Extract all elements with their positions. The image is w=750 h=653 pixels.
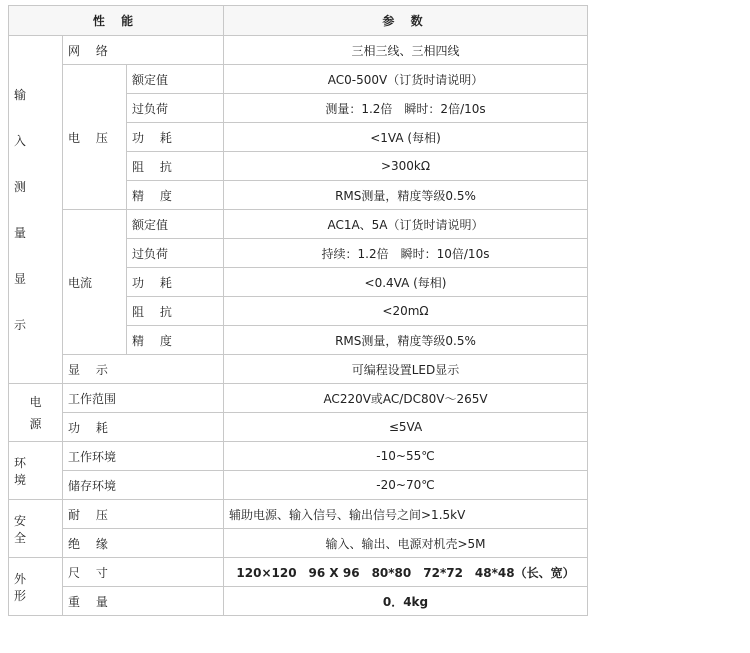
current-label: 电流 xyxy=(63,210,127,355)
network-value: 三相三线、三相四线 xyxy=(224,36,588,65)
row-label: 储存环境 xyxy=(63,471,224,500)
row-label: 功 耗 xyxy=(127,268,224,297)
row-label: 过负荷 xyxy=(127,239,224,268)
row-value: <20mΩ xyxy=(224,297,588,326)
row-value: 0．4kg xyxy=(224,587,588,616)
table-row xyxy=(9,384,588,413)
power-label: 电 源 xyxy=(9,384,63,442)
table-row xyxy=(9,587,588,616)
row-label: 过负荷 xyxy=(127,94,224,123)
row-value: 持续：1.2倍 瞬时：10倍/10s xyxy=(224,239,588,268)
row-label: 工作环境 xyxy=(63,442,224,471)
row-label: 尺 寸 xyxy=(63,558,224,587)
row-value: RMS测量，精度等级0.5% xyxy=(224,326,588,355)
row-label: 功 耗 xyxy=(63,413,224,442)
safety-label: 安 全 xyxy=(9,500,63,558)
row-value: <1VA (每相) xyxy=(224,123,588,152)
table-row xyxy=(9,529,588,558)
environment-label: 环 境 xyxy=(9,442,63,500)
row-label: 绝 缘 xyxy=(63,529,224,558)
row-label: 功 耗 xyxy=(127,123,224,152)
row-label: 精 度 xyxy=(127,326,224,355)
table-row xyxy=(9,413,588,442)
table-header-row xyxy=(9,6,588,36)
row-label: 重 量 xyxy=(63,587,224,616)
display-label: 显 示 xyxy=(63,355,224,384)
param-header: 参 数 xyxy=(224,6,588,36)
spec-table xyxy=(8,5,588,616)
row-value: 输入、输出、电源对机壳>5M xyxy=(224,529,588,558)
row-value: RMS测量，精度等级0.5% xyxy=(224,181,588,210)
row-value: <0.4VA (每相) xyxy=(224,268,588,297)
table-row xyxy=(9,471,588,500)
row-value: -20~70℃ xyxy=(224,471,588,500)
row-label: 阻 抗 xyxy=(127,297,224,326)
table-row xyxy=(9,355,588,384)
input-group-label: 输 入 测 量 显 示 xyxy=(9,36,63,384)
table-row xyxy=(9,210,588,239)
row-label: 工作范围 xyxy=(63,384,224,413)
row-label: 额定值 xyxy=(127,210,224,239)
row-value: 测量：1.2倍 瞬时：2倍/10s xyxy=(224,94,588,123)
feature-header: 性 能 xyxy=(9,6,224,36)
table-row xyxy=(9,36,588,65)
row-value: ≤5VA xyxy=(224,413,588,442)
row-label: 精 度 xyxy=(127,181,224,210)
row-value: 120×120 96 X 96 80*80 72*72 48*48（长、宽） xyxy=(224,558,588,587)
row-value: AC1A、5A（订货时请说明） xyxy=(224,210,588,239)
network-label: 网 络 xyxy=(63,36,224,65)
row-label: 耐 压 xyxy=(63,500,224,529)
row-value: -10~55℃ xyxy=(224,442,588,471)
row-value: AC220V或AC/DC80V～265V xyxy=(224,384,588,413)
table-row xyxy=(9,558,588,587)
row-value: 辅助电源、输入信号、输出信号之间>1.5kV xyxy=(224,500,588,529)
table-row xyxy=(9,500,588,529)
table-row xyxy=(9,65,588,94)
table-row xyxy=(9,442,588,471)
display-value: 可编程设置LED显示 xyxy=(224,355,588,384)
row-value: >300kΩ xyxy=(224,152,588,181)
row-label: 阻 抗 xyxy=(127,152,224,181)
voltage-label: 电 压 xyxy=(63,65,127,210)
row-label: 额定值 xyxy=(127,65,224,94)
row-value: AC0-500V（订货时请说明） xyxy=(224,65,588,94)
shape-label: 外 形 xyxy=(9,558,63,616)
